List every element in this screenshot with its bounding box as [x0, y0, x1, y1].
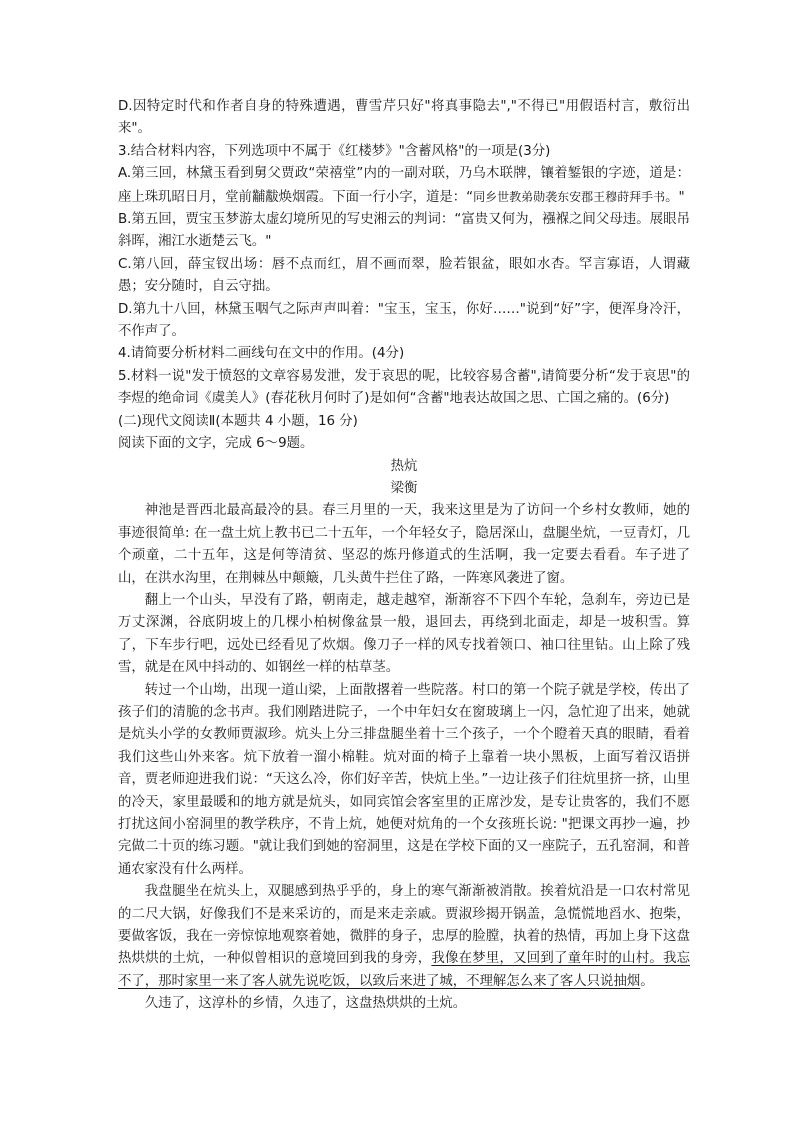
article-paragraph-1: 神池是晋西北最高最冷的县。春三月里的一天，我来这里是为了访问一个乡村女教师，她的事迹很简单: 在一盘土炕上教书已二十五年，一个年轻女子，隐居深山，盘腿坐炕，一豆青灯，几个顽童，二十五年，这是何等清贫、坚忍的炼丹修道式的生活啊，我一定要去看看。车子进了山，在洪水沟里，在荆棘丛中颠簸，几头黄牛拦住了路，一阵寒风袭进了窗。 — [118, 503, 690, 586]
exam-page — [118, 96, 690, 1016]
article-title: 热炕 — [390, 458, 418, 474]
instruction: 阅读下面的文字，完成 6～9题。 — [118, 436, 314, 452]
q3-option-b: B.第五回，贾宝玉梦游太虚幻境所见的写史湘云的判词：“富贵又何为，襁褓之间父母违。展眼吊斜晖，湘江水逝楚云飞。" — [118, 212, 690, 250]
paragraph-4-end: 。 — [640, 973, 654, 989]
q3-stem: 3.结合材料内容，下列选项中不属于《红楼梦》"含蓄风格"的一项是(3分) — [118, 143, 551, 159]
article-paragraph-4 — [118, 881, 690, 993]
q3-option-d: D.第九十八回，林黛玉咽气之际声声叫着："宝玉，宝玉，你好……"说到“好”字，便浑身冷汗，不作声了。 — [118, 301, 690, 340]
underlined-sentence: 我像在梦里，又回到了童年时的山村。我忘不了，那时家里一来了客人就先说吃饭，以致后来进了城，不理解怎么来了客人只说抽烟 — [118, 951, 691, 989]
section-heading: (二)现代文阅读Ⅱ(本题共 4 小题，16 分) — [118, 413, 358, 429]
q3-option-a-text: A.第三回，林黛玉看到舅父贾政“荣禧堂”内的一副对联，乃乌木联牌，镶着錾银的字迹，道是：座上珠玑昭日月，堂前黼黻焕烟霞。下面一行小字，道是：“ — [118, 166, 690, 205]
article-author: 梁衡 — [390, 480, 418, 496]
article-paragraph-5: 久违了，这淳朴的乡情，久违了，这盘热烘烘的土炕。 — [144, 996, 467, 1012]
article-paragraph-3: 转过一个山坳，出现一道山梁，上面散撂着一些院落。村口的第一个院子就是学校，传出了孩子们的清脆的念书声。我们刚踏进院子，一个中年妇女在窗玻璃上一闪，急忙迎了出来，她就是炕头小学的女教师贾淑珍。炕头上分三排盘腿坐着十三个孩子，一个个瞪着天真的眼睛，看着我们这些山外来客。炕下放着一溜小棉鞋。炕对面的椅子上靠着一块小黑板，上面写着汉语拼音，贾老师迎进我们说：“天这么冷，你们好辛苦，快炕上坐。”一边让孩子们往炕里挤一挤，山里的冷天，家里最暖和的地方就是炕头，如同宾馆会客室里的正席沙发，是专让贵客的，我们不愿打扰这间小窑洞里的教学秩序，不肯上炕，她便对炕角的一个女孩班长说: "把课文再抄一遍，抄完做二十页的练习题。"就让我们到她的窑洞里，这是在学校下面的又一座院子，五孔窑洞，和普通农家没有什么两样。 — [118, 682, 690, 877]
q5: 5.材料一说"发于愤怒的文章容易发泄，发于哀思的呢，比较容易含蓄",请简要分析“发于哀思"的李煜的绝命词《虞美人》(春花秋月何时了)是如何“含蓄"地表达故国之思、亡国之痛的。(6分) — [118, 368, 690, 407]
q4: 4.请简要分析材料二画线句在文中的作用。(4分) — [118, 346, 405, 362]
q3-option-a-end: 。" — [665, 189, 685, 205]
q3-option-c: C.第八回，薛宝钗出场：唇不点而红，眉不画而翠，脸若银盆，眼如水杏。罕言寡语，人谓藏愚；安分随时，自云守拙。 — [118, 256, 690, 295]
article-paragraph-2: 翻上一个山头，早没有了路，朝南走，越走越窄，渐渐容不下四个车轮，急刹车，旁边已是万丈深渊，谷底阴坡上的几棵小柏树像盆景一般，退回去，再绕到北面走，却是一坡积雪。算了，下车步行吧，远处已经看见了炊烟。像刀子一样的风专找着领口、袖口往里钻。山上除了残雪，就是在风中抖动的、如钢丝一样的枯草茎。 — [118, 592, 690, 676]
q3-option-a-inscription: 同乡世教弟勋袭东安郡王穆莳拜手书 — [473, 189, 666, 204]
q2-option-d: D.因特定时代和作者自身的特殊遭遇，曹雪芹只好"将真事隐去","不得已"用假语村言，敷衍出来"。 — [118, 99, 690, 137]
paragraph-4-text: 我盘腿坐在炕头上，双腿感到热乎乎的，身上的寒气渐渐被消散。挨着炕沿是一口农村常见的二尺大锅，好像我们不是来采访的，而是来走亲戚。贾淑珍揭开锅盖，急慌慌地舀水、抱柴，要做客饭，我在一旁惊惊地观察着她，微胖的身子，忠厚的脸膛，执着的热情，再加上身下这盘热烘烘的土炕，一种似曾相识的意境回到我的身旁， — [118, 884, 690, 967]
q3-option-a — [118, 163, 690, 209]
